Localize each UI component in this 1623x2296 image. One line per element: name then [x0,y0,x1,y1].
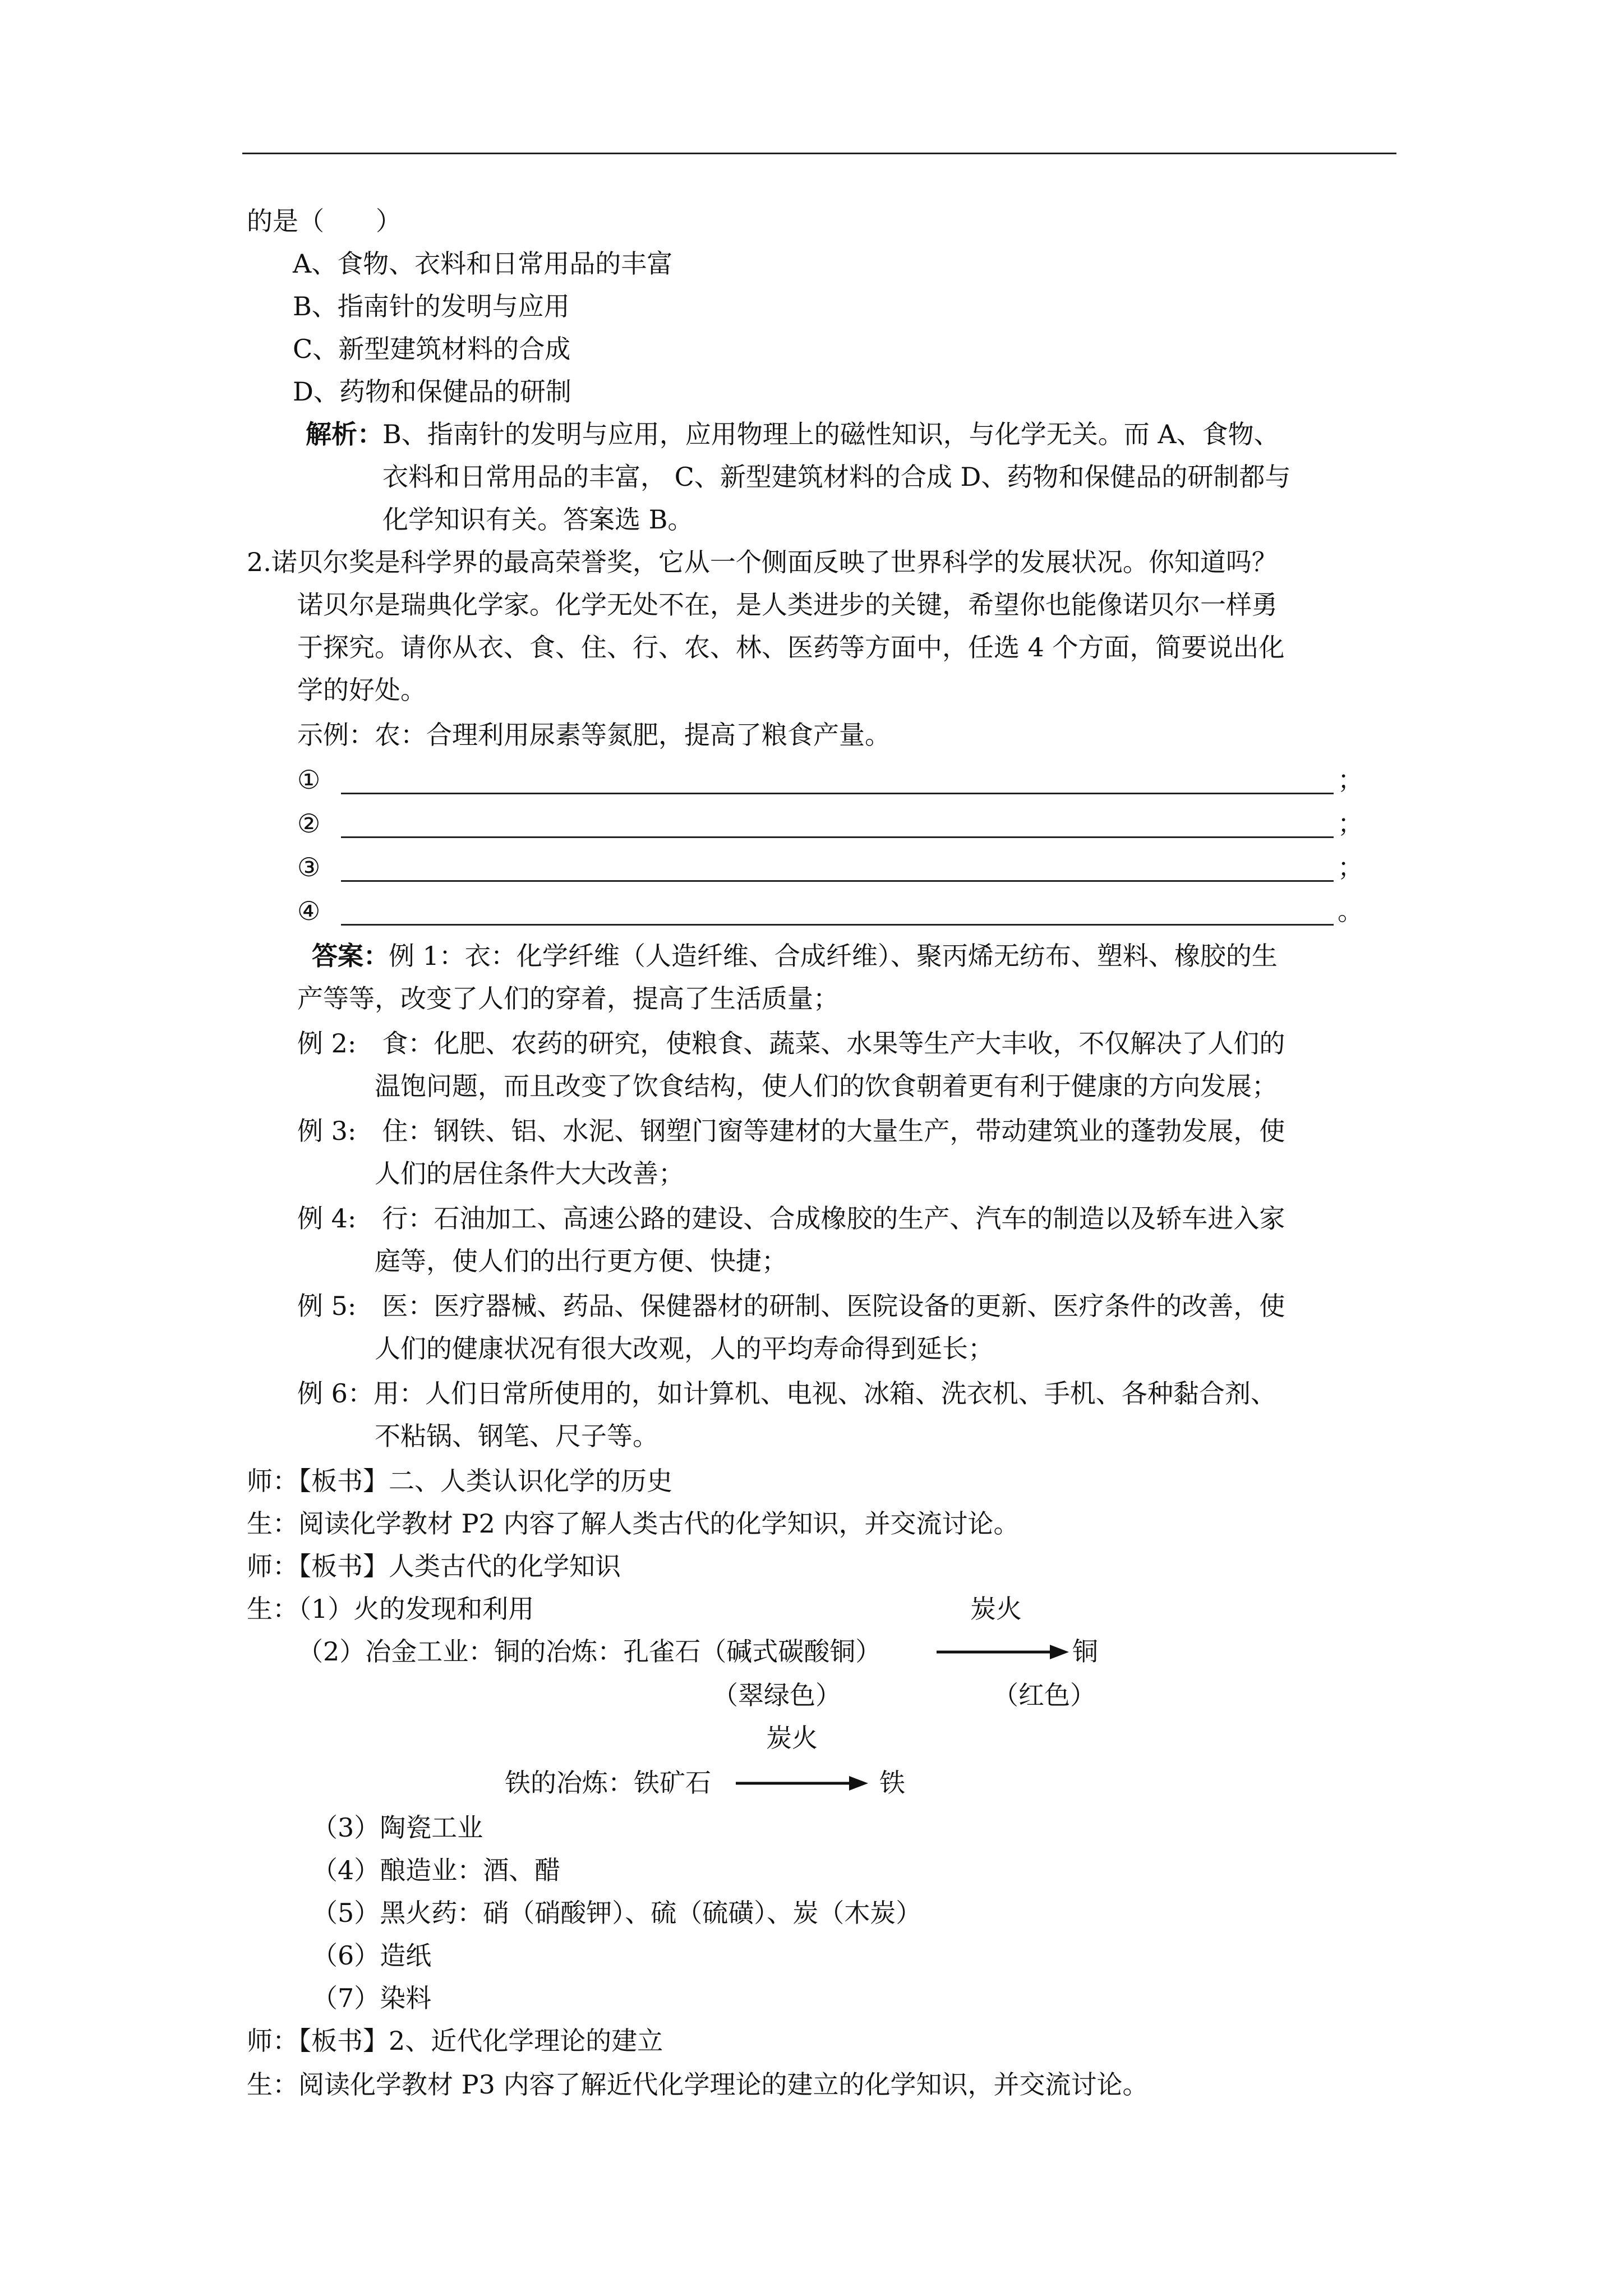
blank-end-1: ； [1338,765,1363,795]
q2-answer-example-1: 例 1：衣：化学纤维（人造纤维、合成纤维）、聚丙烯无纺布、塑料、橡胶的生 [389,941,1278,971]
q1-option-a: A、食物、衣料和日常用品的丰富 [293,249,673,279]
q2-answer-example-3-cont: 人们的居住条件大大改善； [375,1158,684,1189]
blank-end-4: 。 [1338,896,1363,926]
blank-end-2: ； [1338,808,1363,839]
q2-stem-line-2: 诺贝尔是瑞典化学家。化学无处不在，是人类进步的关键，希望你也能像诺贝尔一样勇 [297,590,1278,620]
q2-example: 示例：农：合理利用尿素等氮肥，提高了粮食产量。 [297,720,891,750]
q2-answer-example-6-cont: 不粘锅、钢笔、尺子等。 [375,1421,658,1451]
iron-product: 铁 [879,1768,905,1798]
blank-number-2: ② [297,808,321,839]
q2-answer-example-1-cont: 产等等，改变了人们的穿着，提高了生活质量； [297,983,839,1014]
q2-stem-line-3: 于探究。请你从衣、食、住、行、农、林、医药等方面中，任选 4 个方面，简要说出化 [297,632,1285,662]
iron-smelting: 铁的冶炼：铁矿石 [505,1768,711,1798]
lesson-item-7: （7）染料 [312,1983,432,2013]
answer-blank-4[interactable] [341,924,1334,926]
q2-answer-example-5-cont: 人们的健康状况有很大改观，人的平均寿命得到延长； [375,1333,994,1364]
copper-product: 铜 [1072,1636,1098,1667]
q1-analysis-line-2: 衣料和日常用品的丰富， C、新型建筑材料的合成 D、药物和保健品的研制都与 [382,462,1291,492]
q2-answer-example-2: 例 2: 食：化肥、农药的研究，使粮食、蔬菜、水果等生产大丰收，不仅解决了人们的 [297,1028,1285,1059]
q2-answer-example-5: 例 5: 医：医疗器械、药品、保健器材的研制、医院设备的更新、医疗条件的改善，使 [297,1291,1285,1321]
answer-blank-1[interactable] [341,793,1334,794]
q2-stem-line-4: 学的好处。 [297,675,426,705]
q2-answer-example-4-cont: 庭等，使人们的出行更方便、快捷； [375,1246,787,1276]
teacher-board-3: 师：【板书】2、近代化学理论的建立 [247,2026,663,2056]
q2-answer-example-3: 例 3: 住：钢铁、铝、水泥、钢塑门窗等建材的大量生产，带动建筑业的蓬勃发展，使 [297,1116,1285,1146]
student-fire-item: 生：（1）火的发现和利用 [247,1594,534,1624]
q1-analysis-label: 解析： [306,419,383,449]
lesson-item-3: （3）陶瓷工业 [312,1812,483,1843]
lesson-item-5: （5）黑火药：硝（硝酸钾）、硫（硫磺）、炭（木炭） [312,1898,922,1928]
q2-answer-example-2-cont: 温饱问题，而且改变了饮食结构，使人们的饮食朝着更有利于健康的方向发展； [375,1071,1278,1101]
q1-analysis-line-3: 化学知识有关。答案选 B。 [382,504,694,535]
header-rule [242,153,1396,154]
student-read-1: 生：阅读化学教材 P2 内容了解人类古代的化学知识，并交流讨论。 [247,1508,1020,1539]
q2-answer-label: 答案： [312,941,389,971]
copper-ore-color: （翠绿色） [712,1680,841,1710]
copper-smelting: （2）冶金工业：铜的冶炼：孔雀石（碱式碳酸铜） [297,1636,882,1667]
iron-condition: 炭火 [766,1723,818,1753]
blank-number-3: ③ [297,852,321,882]
lesson-item-6: （6）造纸 [312,1940,432,1971]
q2-answer-example-6: 例 6：用：人们日常所使用的，如计算机、电视、冰箱、洗衣机、手机、各种黏合剂、 [297,1378,1276,1409]
iron-arrow-icon [736,1774,869,1793]
answer-blank-2[interactable] [341,836,1334,838]
lesson-item-4: （4）酿造业：酒、醋 [312,1855,561,1885]
q2-stem-line-1: 2.诺贝尔奖是科学界的最高荣誉奖，它从一个侧面反映了世界科学的发展状况。你知道吗？ [247,547,1278,577]
q1-option-c: C、新型建筑材料的合成 [293,334,571,364]
student-read-2: 生：阅读化学教材 P3 内容了解近代化学理论的建立的化学知识，并交流讨论。 [247,2069,1149,2100]
q1-stem-tail: 的是（ ） [247,206,402,236]
copper-arrow-icon [937,1642,1070,1662]
q1-option-b: B、指南针的发明与应用 [293,291,570,321]
teacher-board-1: 师：【板书】二、人类认识化学的历史 [247,1466,672,1496]
blank-number-1: ① [297,765,321,795]
q1-analysis-line-1: B、指南针的发明与应用，应用物理上的磁性知识，与化学无关。而 A、食物、 [382,419,1280,449]
teacher-board-2: 师：【板书】人类古代的化学知识 [247,1551,621,1581]
q1-option-d: D、药物和保健品的研制 [293,376,571,407]
copper-condition: 炭火 [970,1594,1022,1624]
q2-answer-example-4: 例 4: 行：石油加工、高速公路的建设、合成橡胶的生产、汽车的制造以及轿车进入家 [297,1203,1285,1234]
blank-end-3: ； [1338,852,1363,882]
copper-color: （红色） [993,1680,1096,1710]
blank-number-4: ④ [297,896,321,926]
answer-blank-3[interactable] [341,880,1334,882]
